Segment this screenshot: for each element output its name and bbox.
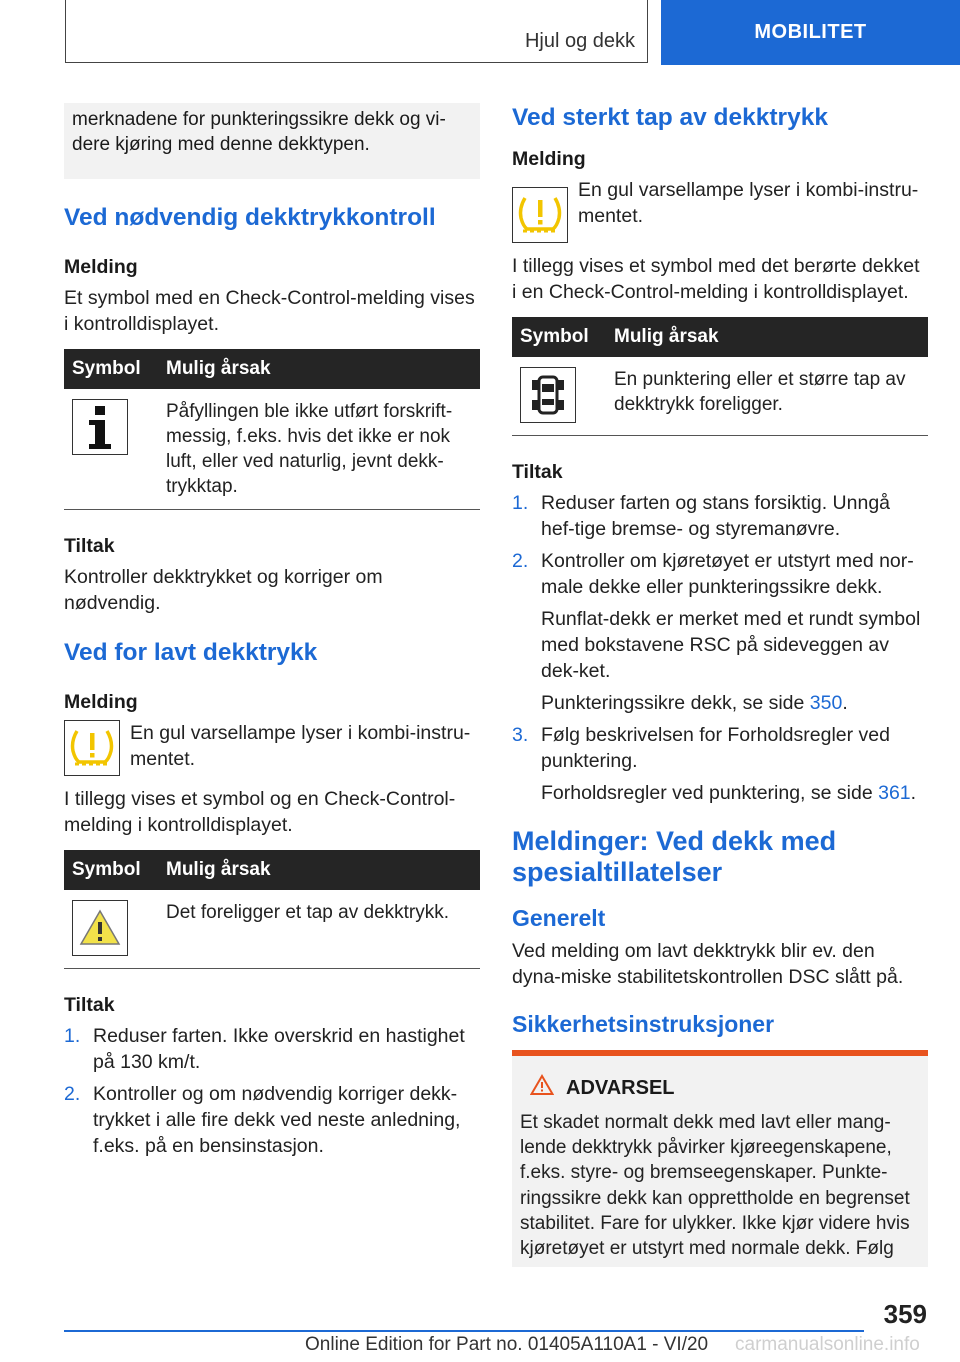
page-link-361[interactable]: 361	[878, 782, 911, 804]
heading-pressure-check: Ved nødvendig dekktrykkontroll	[64, 204, 436, 231]
symbol-table-2	[64, 850, 480, 969]
cause-text: En punktering eller et større tap av dekktrykk foreligger.	[606, 357, 928, 436]
info-icon	[72, 399, 128, 455]
step2-sub1: Runflat-dekk er merket med et rundt symbol med bokstavene RSC på sideveggen av dek-ket.	[541, 608, 921, 682]
steps-list	[512, 490, 928, 600]
symbol-table-1	[64, 349, 480, 510]
header-tab-mobilitet[interactable]: MOBILITET	[661, 0, 960, 65]
list-item: 2. Kontroller om kjøretøyet er utstyrt med nor-male dekke eller punkteringssikre dekk.	[512, 550, 914, 598]
steps-list	[512, 722, 928, 774]
heading-severe-loss: Ved sterkt tap av dekktrykk	[512, 104, 828, 131]
cause-text: Påfyllingen ble ikke utført forskrift-messig, f.eks. hvis det ikke er nok luft, eller ved naturlig, jevnt dekk-trykktap.	[158, 389, 480, 510]
steps-list	[64, 1023, 480, 1159]
tiltak-label: Tiltak	[512, 461, 563, 483]
symbol-table-3	[512, 317, 928, 436]
tiltak-text: Kontroller dekktrykket og korriger om nødvendig.	[64, 566, 383, 614]
list-item: 1. Reduser farten og stans forsiktig. Unngå hef-tige bremse- og styremanøvre.	[512, 492, 891, 540]
heading-generelt: Generelt	[512, 905, 606, 931]
warning-title: ADVARSEL	[566, 1076, 675, 1099]
melding-text: Et symbol med en Check-Control-melding vises i kontrolldisplayet.	[64, 287, 475, 335]
table-row	[64, 389, 480, 510]
tiltak-label: Tiltak	[64, 535, 115, 557]
continued-note: merknadene for punkteringssikre dekk og vi-dere kjøring med denne dekktypen.	[64, 103, 480, 179]
warning-triangle-icon	[530, 1074, 554, 1102]
header-section-title: Hjul og dekk	[524, 30, 635, 52]
heading-safety: Sikkerhetsinstruksjoner	[512, 1011, 775, 1037]
warning-box	[512, 1050, 928, 1267]
warning-triangle-icon	[72, 900, 128, 956]
tire-pressure-warning-icon	[512, 187, 568, 243]
footer-divider	[64, 1330, 864, 1332]
step3-sub: Forholdsregler ved punktering, se side 361.	[541, 782, 917, 804]
table-row	[64, 890, 480, 969]
col-cause: Mulig årsak	[158, 850, 480, 890]
col-symbol: Symbol	[64, 850, 158, 890]
melding-label: Melding	[64, 691, 138, 713]
heading-special-tires: Meldinger: Ved dekk med spesialtillatelser	[512, 826, 837, 887]
lamp-row	[512, 177, 928, 243]
melding-label: Melding	[64, 256, 138, 278]
cause-text: Det foreligger et tap av dekktrykk.	[158, 890, 480, 969]
left-column	[64, 103, 480, 1165]
step2-sub2: Punkteringssikre dekk, se side 350.	[541, 692, 848, 714]
page-number: 359	[883, 1299, 927, 1329]
heading-low-pressure: Ved for lavt dekktrykk	[64, 639, 318, 666]
melding-label: Melding	[512, 148, 586, 170]
warning-text: Et skadet normalt dekk med lavt eller mang-lende dekktrykk påvirker kjøreegenskapene, f.eks. styre- og bremseegenskaper. Punkte-ringssikre dekk kan opprettholde en begrenset stabilitet. Fare for ulykker. Ikke kjør videre hvis kjøretøyet er utstyrt med normale dekk. Følg	[520, 1112, 910, 1260]
table-row	[512, 357, 928, 436]
list-item: 1. Reduser farten. Ikke overskrid en hastighet på 130 km/t.	[64, 1025, 465, 1073]
list-item: 3. Følg beskrivelsen for Forholdsregler ved punktering.	[512, 724, 890, 772]
tire-pressure-warning-icon	[64, 720, 120, 776]
generelt-text: Ved melding om lavt dekktrykk blir ev. den dyna-miske stabilitetskontrollen DSC slått på.	[512, 940, 904, 988]
footer-edition: Online Edition for Part no. 01405A110A1 - VI/20	[305, 1334, 709, 1355]
col-cause: Mulig årsak	[158, 349, 480, 389]
page-link-350[interactable]: 350	[809, 692, 843, 714]
extra-text: I tillegg vises et symbol og en Check-Control-melding i kontrolldisplayet.	[64, 788, 456, 836]
col-symbol: Symbol	[64, 349, 158, 389]
list-item: 2. Kontroller og om nødvendig korriger dekk-trykket i alle fire dekk ved neste anledning, f.eks. på en bensinstasjon.	[64, 1083, 461, 1157]
lamp-row	[64, 720, 480, 776]
lamp-text: En gul varsellampe lyser i kombi-instru-mentet.	[578, 179, 919, 227]
col-symbol: Symbol	[512, 317, 606, 357]
tiltak-label: Tiltak	[64, 994, 115, 1016]
extra-text: I tillegg vises et symbol med det berørte dekket i en Check-Control-melding i kontrolldisplayet.	[512, 255, 920, 303]
footer-watermark: carmanualsonline.info	[735, 1334, 920, 1355]
lamp-text: En gul varsellampe lyser i kombi-instru-mentet.	[130, 722, 471, 770]
car-tire-damage-icon	[520, 367, 576, 423]
right-column	[512, 103, 928, 1267]
col-cause: Mulig årsak	[606, 317, 928, 357]
